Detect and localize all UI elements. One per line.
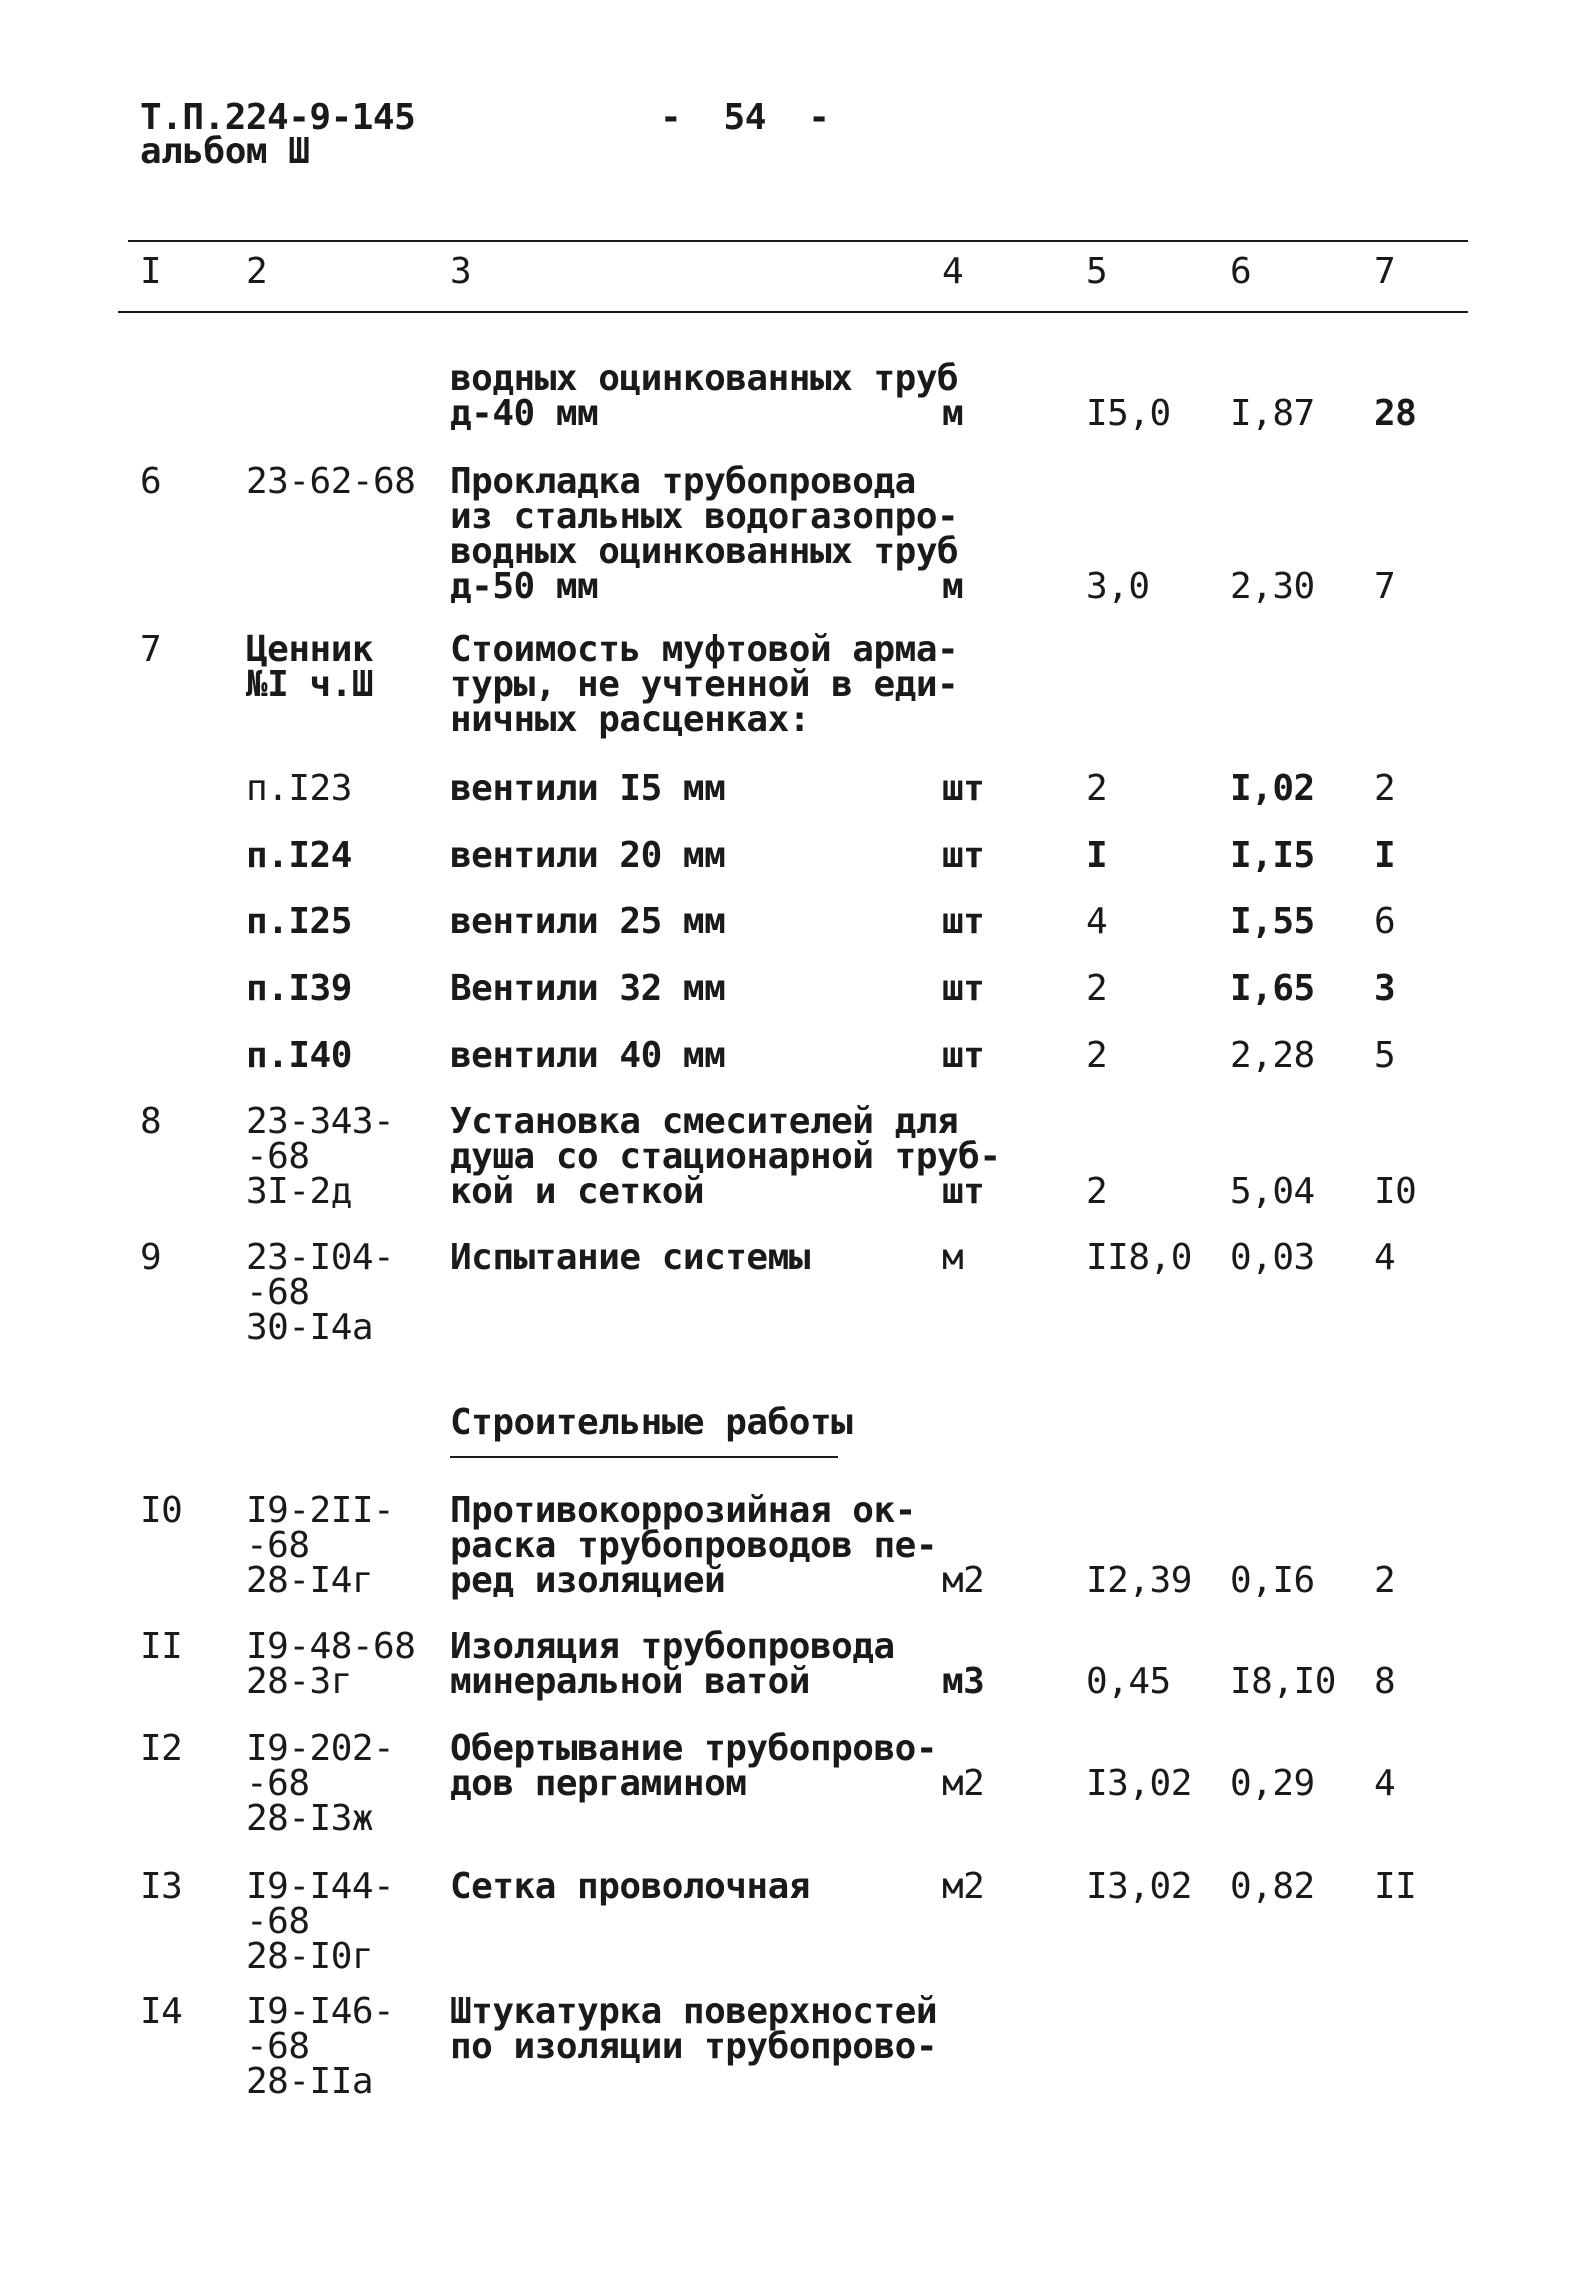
row-10-price: 0,I6 bbox=[1230, 1560, 1315, 1601]
row-13-code: I9-I44- -68 28-I0г bbox=[246, 1866, 395, 1977]
document-code: Т.П.224-9-145 bbox=[140, 97, 416, 138]
row-6-description-line-3: водных оцинкованных труб bbox=[450, 531, 959, 572]
row-p139-unit: шт bbox=[942, 968, 985, 1009]
table-header-rule bbox=[118, 311, 1468, 313]
column-header-5: 5 bbox=[1086, 251, 1108, 292]
row-7-description-line-2: туры, не учтенной в еди- bbox=[450, 664, 959, 705]
row-p123-unit: шт bbox=[942, 768, 985, 809]
row-p124-code: п.I24 bbox=[246, 835, 352, 876]
row-p123-total: 2 bbox=[1374, 768, 1396, 809]
row-13-number: I3 bbox=[140, 1866, 183, 1907]
row-12-price: 0,29 bbox=[1230, 1763, 1315, 1804]
table-top-rule bbox=[128, 240, 1468, 242]
row-13-price: 0,82 bbox=[1230, 1866, 1315, 1907]
row-11-code: I9-48-68 28-3г bbox=[246, 1626, 416, 1702]
row-p139-code: п.I39 bbox=[246, 968, 352, 1009]
row-10-total: 2 bbox=[1374, 1560, 1396, 1601]
row-12-total: 4 bbox=[1374, 1763, 1396, 1804]
row-10-unit: м2 bbox=[942, 1560, 985, 1601]
row-12-unit: м2 bbox=[942, 1763, 985, 1804]
row-6-unit: м bbox=[942, 566, 964, 607]
row-p123-quantity: 2 bbox=[1086, 768, 1108, 809]
album-label: альбом Ш bbox=[140, 131, 310, 172]
row-p125-description: вентили 25 мм bbox=[450, 901, 726, 942]
column-header-2: 2 bbox=[246, 251, 268, 292]
row-9-price: 0,03 bbox=[1230, 1237, 1315, 1278]
row-7-description-line-1: Стоимость муфтовой арма- bbox=[450, 629, 959, 670]
row-8-total: I0 bbox=[1374, 1171, 1417, 1212]
row-10-description-line-3: ред изоляцией bbox=[450, 1560, 726, 1601]
row-6-description-line-1: Прокладка трубопровода bbox=[450, 461, 916, 502]
column-header-6: 6 bbox=[1230, 251, 1252, 292]
row-p140-unit: шт bbox=[942, 1035, 985, 1076]
row-9-unit: м bbox=[942, 1237, 964, 1278]
row-7-description-line-3: ничных расценках: bbox=[450, 699, 810, 740]
row-8-price: 5,04 bbox=[1230, 1171, 1315, 1212]
row-9-quantity: II8,0 bbox=[1086, 1237, 1192, 1278]
row-7-code: Ценник №I ч.Ш bbox=[246, 629, 374, 705]
row-14-number: I4 bbox=[140, 1991, 183, 2032]
row-p125-unit: шт bbox=[942, 901, 985, 942]
row-p123-description: вентили I5 мм bbox=[450, 768, 726, 809]
row-11-number: II bbox=[140, 1626, 183, 1667]
column-header-1: I bbox=[140, 251, 162, 292]
row-8-description-line-3: кой и сеткой bbox=[450, 1171, 705, 1212]
row-p125-quantity: 4 bbox=[1086, 901, 1108, 942]
row-6-price: 2,30 bbox=[1230, 566, 1315, 607]
row-9-description: Испытание системы bbox=[450, 1237, 810, 1278]
row-10-code: I9-2II- -68 28-I4г bbox=[246, 1490, 395, 1601]
row-10-description-line-2: раска трубопроводов пе- bbox=[450, 1525, 937, 1566]
row-11-unit: м3 bbox=[942, 1661, 985, 1702]
column-header-4: 4 bbox=[942, 251, 964, 292]
row-p139-description: Вентили 32 мм bbox=[450, 968, 726, 1009]
row-p139-price: I,65 bbox=[1230, 968, 1315, 1009]
row-14-code: I9-I46- -68 28-IIа bbox=[246, 1991, 395, 2102]
row-1-description-line-2: д-40 мм bbox=[450, 393, 599, 434]
row-12-description bbox=[450, 1728, 937, 1804]
row-1-description-line-1: водных оцинкованных труб bbox=[450, 358, 959, 399]
row-14-description bbox=[450, 1991, 937, 2067]
row-13-quantity: I3,02 bbox=[1086, 1866, 1192, 1907]
section-title: Строительные работы bbox=[450, 1402, 853, 1443]
row-p140-description: вентили 40 мм bbox=[450, 1035, 726, 1076]
row-10-description bbox=[450, 1490, 937, 1601]
row-8-number: 8 bbox=[140, 1101, 162, 1142]
row-13-description: Сетка проволочная bbox=[450, 1866, 810, 1907]
row-7-number: 7 bbox=[140, 629, 162, 670]
row-p123-code: п.I23 bbox=[246, 768, 352, 809]
row-6-description-line-2: из стальных водогазопро- bbox=[450, 496, 959, 537]
row-1-unit: м bbox=[942, 393, 964, 434]
row-p124-unit: шт bbox=[942, 835, 985, 876]
row-8-description bbox=[450, 1101, 1001, 1212]
row-p124-description: вентили 20 мм bbox=[450, 835, 726, 876]
row-p140-code: п.I40 bbox=[246, 1035, 352, 1076]
row-8-unit: шт bbox=[942, 1171, 985, 1212]
row-9-number: 9 bbox=[140, 1237, 162, 1278]
row-10-description-line-1: Противокоррозийная ок- bbox=[450, 1490, 916, 1531]
row-6-description-line-4: д-50 мм bbox=[450, 566, 599, 607]
row-8-quantity: 2 bbox=[1086, 1171, 1108, 1212]
row-p125-code: п.I25 bbox=[246, 901, 352, 942]
row-6-description bbox=[450, 461, 959, 607]
row-6-total: 7 bbox=[1374, 566, 1396, 607]
row-p124-total: I bbox=[1374, 835, 1396, 876]
row-11-description bbox=[450, 1626, 895, 1702]
row-8-description-line-2: душа со стационарной труб- bbox=[450, 1136, 1001, 1177]
row-p124-quantity: I bbox=[1086, 835, 1108, 876]
row-1-quantity: I5,0 bbox=[1086, 393, 1171, 434]
row-10-quantity: I2,39 bbox=[1086, 1560, 1192, 1601]
row-8-code: 23-343- -68 3I-2д bbox=[246, 1101, 395, 1212]
row-13-unit: м2 bbox=[942, 1866, 985, 1907]
section-title-underline bbox=[450, 1456, 838, 1458]
row-8-description-line-1: Установка смесителей для bbox=[450, 1101, 959, 1142]
row-12-description-line-2: дов пергамином bbox=[450, 1763, 747, 1804]
row-p139-total: 3 bbox=[1374, 968, 1396, 1009]
row-p140-total: 5 bbox=[1374, 1035, 1396, 1076]
row-11-price: I8,I0 bbox=[1230, 1661, 1336, 1702]
row-14-description-line-2: по изоляции трубопрово- bbox=[450, 2026, 937, 2067]
row-1-price: I,87 bbox=[1230, 393, 1315, 434]
row-11-quantity: 0,45 bbox=[1086, 1661, 1171, 1702]
page-number: - 54 - bbox=[660, 97, 830, 138]
row-14-description-line-1: Штукатурка поверхностей bbox=[450, 1991, 937, 2032]
row-6-code: 23-62-68 bbox=[246, 461, 416, 502]
row-12-number: I2 bbox=[140, 1728, 183, 1769]
row-12-code: I9-202- -68 28-I3ж bbox=[246, 1728, 395, 1839]
row-10-number: I0 bbox=[140, 1490, 183, 1531]
row-11-description-line-2: минеральной ватой bbox=[450, 1661, 810, 1702]
row-9-total: 4 bbox=[1374, 1237, 1396, 1278]
row-7-description bbox=[450, 629, 959, 740]
row-6-number: 6 bbox=[140, 461, 162, 502]
row-6-quantity: 3,0 bbox=[1086, 566, 1150, 607]
row-p140-price: 2,28 bbox=[1230, 1035, 1315, 1076]
column-header-3: 3 bbox=[450, 251, 472, 292]
row-12-description-line-1: Обертывание трубопрово- bbox=[450, 1728, 937, 1769]
row-13-total: II bbox=[1374, 1866, 1417, 1907]
row-p125-total: 6 bbox=[1374, 901, 1396, 942]
row-p124-price: I,I5 bbox=[1230, 835, 1315, 876]
row-1-description bbox=[450, 358, 959, 434]
row-11-total: 8 bbox=[1374, 1661, 1396, 1702]
row-9-code: 23-I04- -68 30-I4а bbox=[246, 1237, 395, 1348]
row-11-description-line-1: Изоляция трубопровода bbox=[450, 1626, 895, 1667]
row-1-total: 28 bbox=[1374, 393, 1417, 434]
row-12-quantity: I3,02 bbox=[1086, 1763, 1192, 1804]
row-p139-quantity: 2 bbox=[1086, 968, 1108, 1009]
row-p125-price: I,55 bbox=[1230, 901, 1315, 942]
column-header-7: 7 bbox=[1374, 251, 1396, 292]
row-p123-price: I,02 bbox=[1230, 768, 1315, 809]
row-p140-quantity: 2 bbox=[1086, 1035, 1108, 1076]
